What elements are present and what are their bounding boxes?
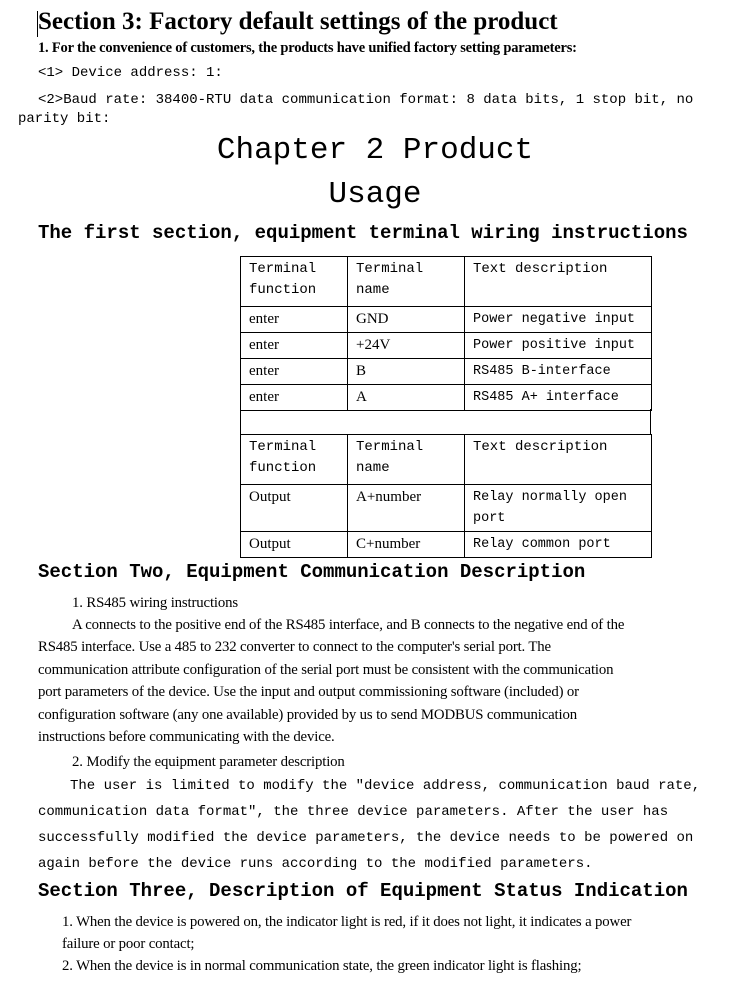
table-cell: Power positive input (465, 333, 652, 359)
paragraph-line: again before the device runs according to the modified parameters. (38, 856, 593, 872)
status-item-communication: 2. When the device is in normal communication state, the green indicator light is flashing; (62, 958, 582, 974)
paragraph-line: communication data format", the three device parameters. After the user has (38, 804, 669, 820)
table-row (241, 532, 652, 558)
table-cell: +24V (348, 333, 465, 359)
table-cell: A+number (348, 485, 465, 532)
table-spacer-row (240, 409, 651, 434)
header-cell: Terminal name (348, 435, 465, 485)
paragraph-line: communication attribute configuration of the serial port must be consistent with the communication (38, 661, 614, 678)
terminal-table-inputs (240, 256, 652, 411)
table-row (241, 359, 652, 385)
table-header-row (241, 257, 652, 307)
table-cell: A (348, 385, 465, 411)
subheading-rs485-wiring: 1. RS485 wiring instructions (72, 595, 238, 611)
paragraph-line: The user is limited to modify the "device address, communication baud rate, (70, 778, 701, 794)
header-cell: Terminal function (241, 257, 348, 307)
table-cell: Relay common port (465, 532, 652, 558)
section-three-heading: Section Three, Description of Equipment Status Indication (38, 880, 688, 902)
header-cell: Text description (465, 435, 652, 485)
table-cell: enter (241, 333, 348, 359)
paragraph-line: successfully modified the device parameters, the device needs to be powered on (38, 830, 694, 846)
table-cell: GND (348, 307, 465, 333)
header-cell: Terminal name (348, 257, 465, 307)
paragraph-rs485-wiring (38, 614, 624, 748)
status-item-power (62, 911, 631, 956)
table-header-row (241, 435, 652, 485)
paragraph-line: 1. When the device is powered on, the indicator light is red, if it does not light, it indicates a power (62, 914, 632, 930)
paragraph-modify-parameters (38, 773, 700, 877)
section-two-heading: Section Two, Equipment Communication Description (38, 561, 586, 583)
table-cell: enter (241, 307, 348, 333)
table-row (241, 307, 652, 333)
paragraph-line: port parameters of the device. Use the input and output commissioning software (included) or (38, 684, 579, 701)
header-cell: Terminal function (241, 435, 348, 485)
chapter-title-line1: Chapter 2 Product (216, 133, 534, 168)
paragraph-line: A connects to the positive end of the RS485 interface, and B connects to the negative end of the (72, 617, 625, 633)
section3-item-device-address: <1> Device address: 1: (38, 65, 223, 81)
table-row (241, 485, 652, 532)
section3-item-baud-rate: <2>Baud rate: 38400-RTU data communication format: 8 data bits, 1 stop bit, no (38, 92, 694, 108)
paragraph-line: failure or poor contact; (62, 936, 195, 953)
paragraph-line: configuration software (any one available) provided by us to send MODBUS communication (38, 706, 577, 723)
table-cell: enter (241, 359, 348, 385)
table-cell: C+number (348, 532, 465, 558)
subheading-modify-parameters: 2. Modify the equipment parameter description (72, 754, 345, 770)
section-first-heading: The first section, equipment terminal wiring instructions (38, 222, 688, 244)
paragraph-line: instructions before communicating with the device. (38, 729, 335, 746)
table-cell: B (348, 359, 465, 385)
table-cell: RS485 A+ interface (465, 385, 652, 411)
section3-intro: 1. For the convenience of customers, the products have unified factory setting parameters: (38, 40, 577, 56)
table-cell: RS485 B-interface (465, 359, 652, 385)
table-row (241, 385, 652, 411)
table-cell: Relay normally open port (465, 485, 652, 532)
chapter-title-line2: Usage (328, 177, 422, 212)
table-cell: Power negative input (465, 307, 652, 333)
table-cell: enter (241, 385, 348, 411)
paragraph-line: RS485 interface. Use a 485 to 232 converter to connect to the computer's serial port. The (38, 639, 551, 656)
table-cell: Output (241, 485, 348, 532)
table-row (241, 333, 652, 359)
header-cell: Text description (465, 257, 652, 307)
section3-title: Section 3: Factory default settings of the product (38, 8, 558, 35)
section3-item-baud-rate-cont: parity bit: (18, 111, 111, 127)
table-cell: Output (241, 532, 348, 558)
terminal-table-outputs (240, 434, 652, 558)
